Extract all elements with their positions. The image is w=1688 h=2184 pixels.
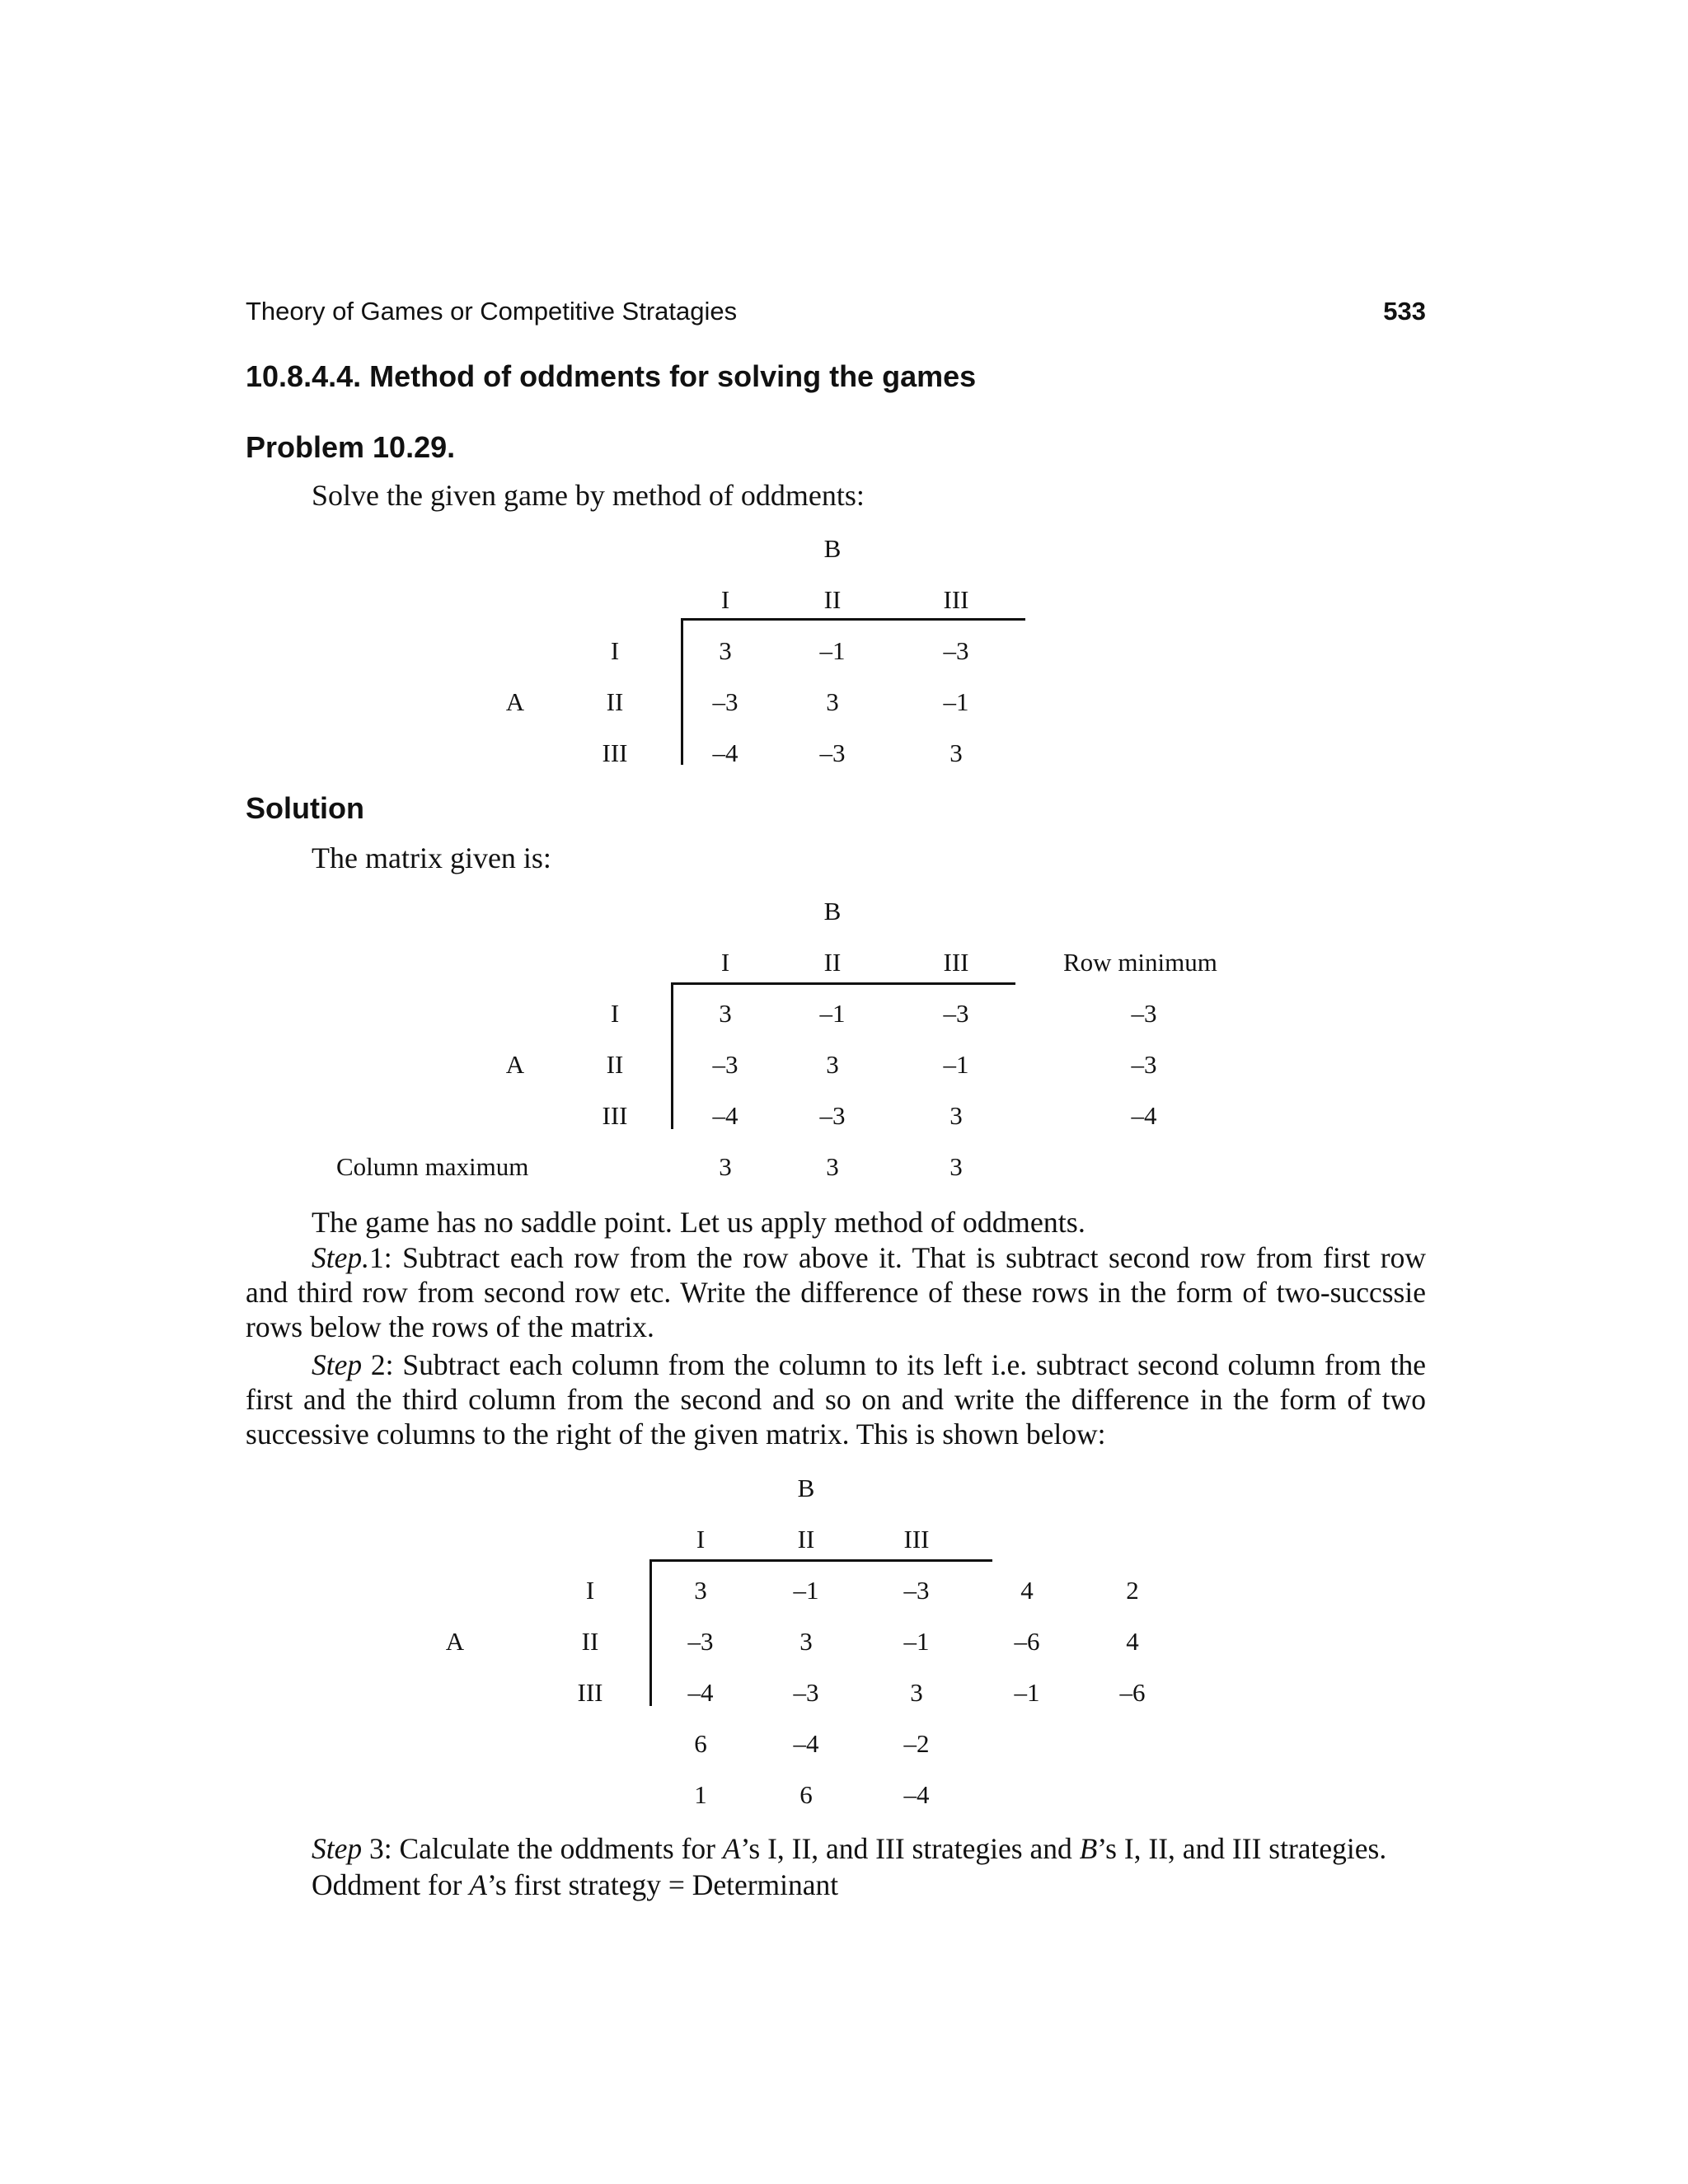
step-3-part: ’s I, II, and III strategies. xyxy=(1097,1832,1387,1865)
player-a-label: A xyxy=(505,687,525,716)
player-a-label: A xyxy=(505,1050,525,1079)
matrix-left-rule xyxy=(671,982,673,1129)
col-label: II xyxy=(823,585,842,614)
column-difference-cell: –1 xyxy=(1014,1678,1040,1707)
row-label: III xyxy=(577,1678,603,1707)
column-difference-cell: –6 xyxy=(1014,1627,1040,1656)
row-difference-cell: –4 xyxy=(903,1780,930,1809)
row-label: I xyxy=(585,1576,595,1605)
col-label: II xyxy=(823,948,842,977)
row-label: I xyxy=(610,636,620,665)
row-label: II xyxy=(606,687,624,716)
matrix-cell: –3 xyxy=(712,687,738,716)
column-maximum-label: Column maximum xyxy=(336,1152,529,1181)
matrix-cell: 3 xyxy=(950,738,963,767)
row-difference-cell: 1 xyxy=(694,1780,707,1809)
matrix-cell: –1 xyxy=(819,999,846,1028)
column-maximum-value: 3 xyxy=(950,1152,963,1181)
column-difference-cell: 4 xyxy=(1020,1576,1034,1605)
player-a-ref: A xyxy=(469,1868,487,1901)
step-3-part: 3: Calculate the oddments for xyxy=(362,1832,723,1865)
player-b-label: B xyxy=(823,534,842,563)
row-minimum-value: –4 xyxy=(1131,1101,1157,1130)
matrix-cell: –1 xyxy=(903,1627,930,1656)
row-difference-cell: 6 xyxy=(694,1729,707,1758)
row-label: II xyxy=(581,1627,599,1656)
matrix-cell: –4 xyxy=(712,1101,738,1130)
player-a-ref: A xyxy=(722,1832,741,1865)
page-number: 533 xyxy=(1383,297,1426,326)
running-title: Theory of Games or Competitive Stratagies xyxy=(246,297,738,326)
oddment-part: Oddment for xyxy=(312,1868,470,1901)
col-label: III xyxy=(943,948,969,977)
matrix-cell: –1 xyxy=(819,636,846,665)
step-3-text xyxy=(312,1831,1386,1866)
row-minimum-value: –3 xyxy=(1131,999,1157,1028)
matrix-cell: 3 xyxy=(826,1050,839,1079)
row-difference-cell: 6 xyxy=(799,1780,813,1809)
row-minimum-label: Row minimum xyxy=(1063,948,1217,977)
player-b-ref: B xyxy=(1079,1832,1098,1865)
player-b-label: B xyxy=(823,897,842,926)
row-label: II xyxy=(606,1050,624,1079)
oddment-line xyxy=(312,1868,838,1902)
matrix-cell: –3 xyxy=(793,1678,819,1707)
matrix-cell: 3 xyxy=(799,1627,813,1656)
step-3-part: ’s I, II, and III strategies and xyxy=(740,1832,1080,1865)
matrix-cell: 3 xyxy=(950,1101,963,1130)
saddle-point-text: The game has no saddle point. Let us apply method of oddments. xyxy=(312,1206,1085,1239)
matrix-cell: –3 xyxy=(943,999,969,1028)
section-heading: 10.8.4.4. Method of oddments for solving the games xyxy=(246,359,977,393)
row-label: III xyxy=(602,738,628,767)
matrix-cell: –3 xyxy=(819,738,846,767)
matrix-cell: –3 xyxy=(819,1101,846,1130)
matrix-top-rule xyxy=(671,982,1015,985)
column-difference-cell: 2 xyxy=(1126,1576,1139,1605)
matrix-cell: 3 xyxy=(719,999,732,1028)
column-maximum-value: 3 xyxy=(826,1152,839,1181)
row-label: I xyxy=(610,999,620,1028)
col-label: I xyxy=(720,585,730,614)
column-difference-cell: –6 xyxy=(1119,1678,1146,1707)
row-difference-cell: –2 xyxy=(903,1729,930,1758)
matrix-top-rule xyxy=(649,1559,992,1562)
row-label: III xyxy=(602,1101,628,1130)
matrix-cell: –1 xyxy=(943,687,969,716)
matrix-cell: –3 xyxy=(687,1627,714,1656)
player-b-label: B xyxy=(797,1474,815,1502)
matrix-cell: –1 xyxy=(793,1576,819,1605)
column-maximum-value: 3 xyxy=(719,1152,732,1181)
step-1-paragraph xyxy=(246,1240,1426,1344)
step-2-paragraph xyxy=(246,1347,1426,1451)
row-minimum-value: –3 xyxy=(1131,1050,1157,1079)
col-label: I xyxy=(696,1525,706,1554)
matrix-cell: –3 xyxy=(903,1576,930,1605)
matrix-cell: –4 xyxy=(687,1678,714,1707)
matrix-cell: 3 xyxy=(719,636,732,665)
step-1-text: 1: Subtract each row from the row above it. That is subtract second row from first row and third row from second row etc. Write the difference of these rows in the form of two-succssie rows below the rows of the matrix. xyxy=(246,1241,1426,1343)
matrix-cell: –1 xyxy=(943,1050,969,1079)
solution-heading: Solution xyxy=(246,791,364,825)
step-2-label: Step xyxy=(312,1348,363,1381)
matrix-cell: –4 xyxy=(712,738,738,767)
oddment-part: ’s first strategy = Determinant xyxy=(486,1868,839,1901)
matrix-top-rule xyxy=(681,618,1025,621)
step-3-label: Step xyxy=(312,1832,363,1865)
problem-statement: Solve the given game by method of oddments: xyxy=(312,479,865,512)
problem-heading: Problem 10.29. xyxy=(246,430,456,464)
matrix-cell: 3 xyxy=(694,1576,707,1605)
col-label: II xyxy=(797,1525,815,1554)
step-1-label: Step. xyxy=(312,1241,369,1274)
matrix-cell: 3 xyxy=(826,687,839,716)
matrix-cell: 3 xyxy=(910,1678,923,1707)
matrix-cell: –3 xyxy=(943,636,969,665)
col-label: I xyxy=(720,948,730,977)
column-difference-cell: 4 xyxy=(1126,1627,1139,1656)
player-a-label: A xyxy=(445,1627,465,1656)
col-label: III xyxy=(903,1525,930,1554)
solution-intro: The matrix given is: xyxy=(312,841,551,874)
row-difference-cell: –4 xyxy=(793,1729,819,1758)
matrix-cell: –3 xyxy=(712,1050,738,1079)
col-label: III xyxy=(943,585,969,614)
step-2-text: 2: Subtract each column from the column to its left i.e. subtract second column from the first and the third column from the second and so on and write the difference in the form of two successive columns to the right of the given matrix. This is shown below: xyxy=(246,1348,1426,1451)
